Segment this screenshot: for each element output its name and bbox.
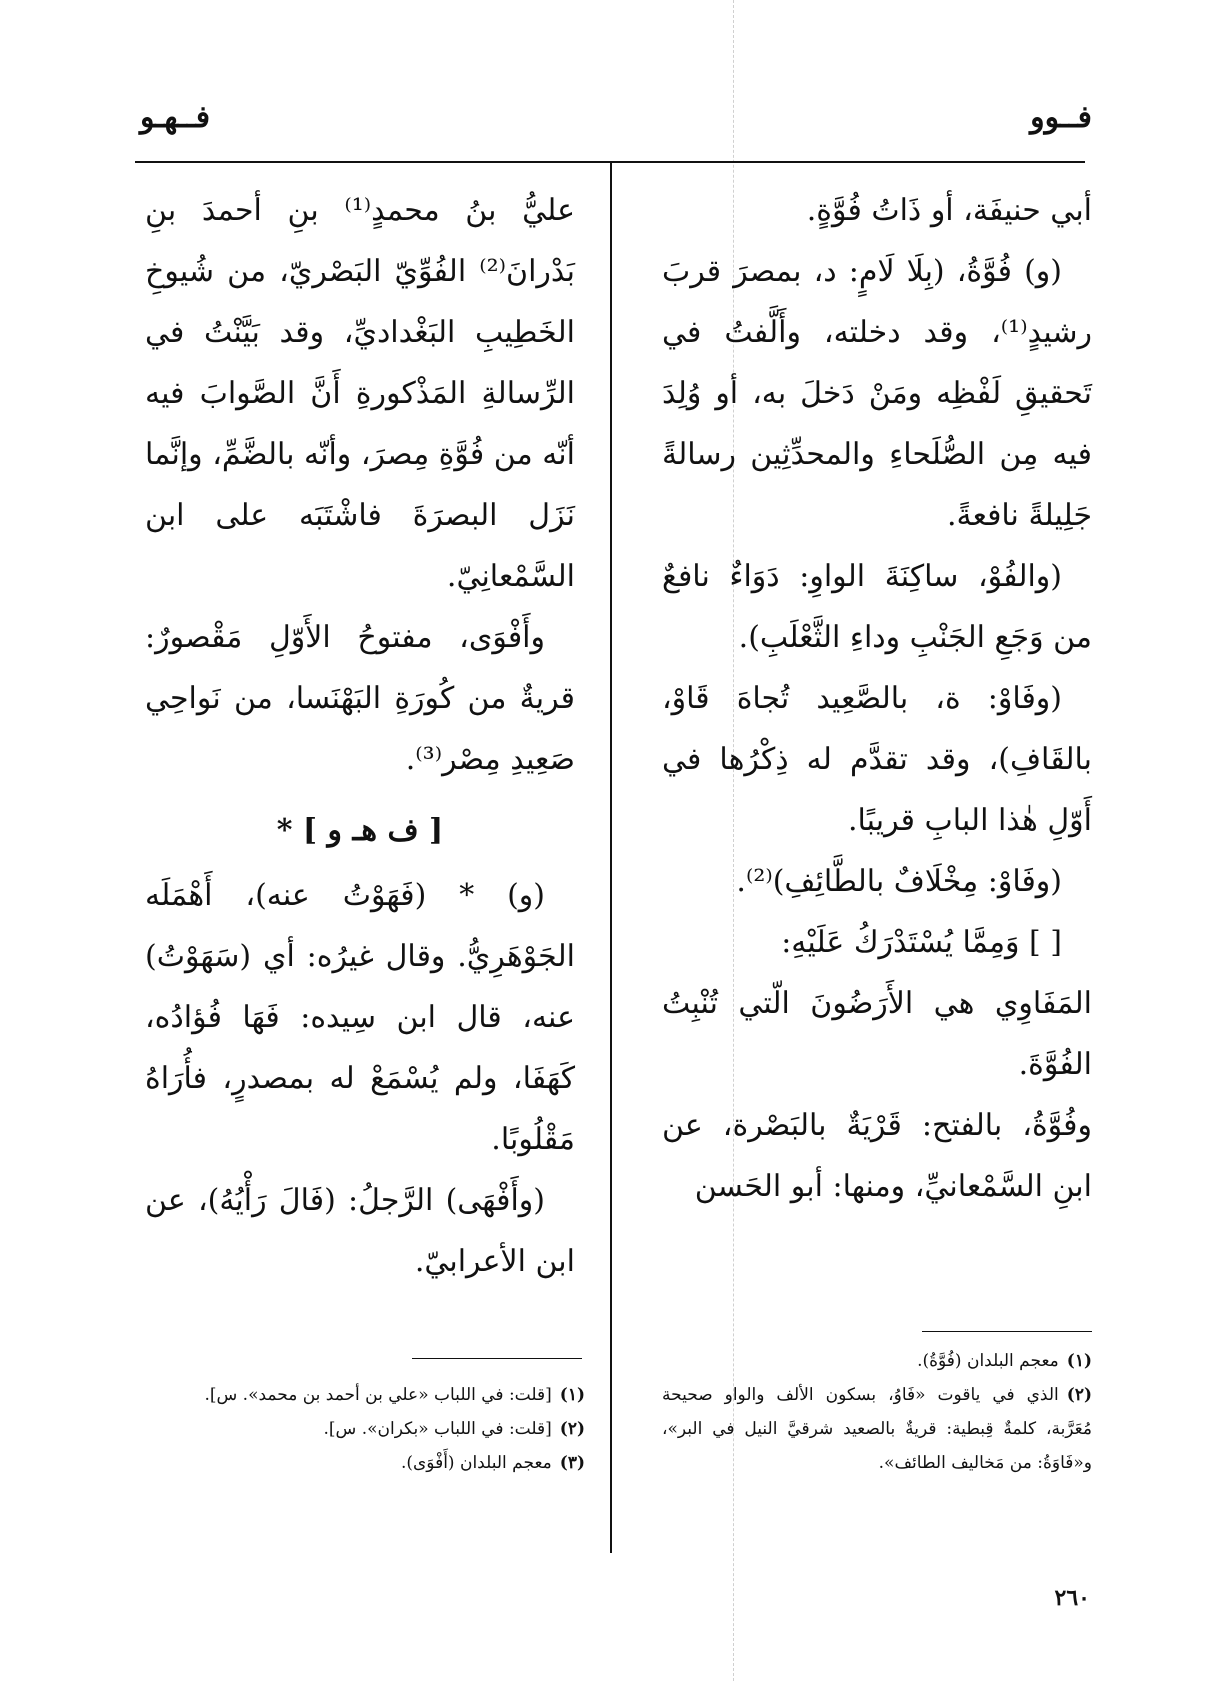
footnote — [145, 1446, 585, 1480]
footnotes-right — [662, 1344, 1092, 1480]
footnote-text: معجم البلدان (فُوَّةُ). — [917, 1351, 1059, 1371]
paragraph: عليُّ بنُ محمدٍ⁽¹⁾ بنِ أحمدَ بنِ بَدْرانَ⁽²⁾ الفُوِّيّ البَصْريّ، من شُيوخِ الخَطِيبِ البَغْداديِّ، وقد بَيَّنْتُ في الرِّسالةِ المَذْكورةِ أَنَّ الصَّوابَ فيه أنّه من فُوَّةِ مِصرَ، وأنّه بالضَّمِّ، وإنَّما نَزَل البصرَةَ فاشْتَبَه على ابن السَّمْعانِيّ. — [145, 193, 575, 594]
paragraph: وأَفْوَى، مفتوحُ الأَوّلِ مَقْصورٌ: قريةٌ من كُورَةِ البَهْنَسا، من نَواحِي صَعِيدِ مِصْر⁽³⁾. — [145, 620, 575, 777]
paragraph: (و) * (فَهَوْتُ عنه)، أَهْمَلَه الجَوْهَرِيُّ. وقال غيرُه: أي (سَهَوْتُ) عنه، قال ابن سِيده: فَهَا فُؤادُه، كَهَفَا، ولم يُسْمَعْ له بمصدرٍ، فأُرَاهُ مَقْلُوبًا. — [145, 878, 575, 1157]
footnote-number: (٣) — [559, 1453, 585, 1473]
footnote-number: (٢) — [1066, 1385, 1092, 1405]
footnote — [145, 1378, 585, 1412]
paragraph: (وأَفْهَى) الرَّجلُ: (فَالَ رَأْيُهُ)، عن ابن الأعرابيّ. — [145, 1183, 575, 1279]
left-column — [145, 180, 575, 1292]
footnote — [662, 1378, 1092, 1480]
paragraph: وفُوَّةُ، بالفتح: قَرْيَةٌ بالبَصْرة، عن ابنِ السَّمْعانيِّ، ومنها: أبو الحَسن — [662, 1108, 1092, 1204]
footnote — [662, 1344, 1092, 1378]
paragraph: أبي حنيفَة، أو ذَاتُ فُوَّةٍ. — [806, 193, 1092, 228]
paragraph: (وفَاوْ: مِخْلَافٌ بالطَّائِفِ)⁽²⁾. — [736, 864, 1062, 899]
addendum-heading: [ ] وَمِمَّا يُسْتَدْرَكُ عَلَيْهِ: — [781, 925, 1062, 960]
page-number: ٢٦٠ — [1054, 1585, 1090, 1611]
footnote-rule-left — [412, 1358, 582, 1359]
right-column — [662, 180, 1092, 1217]
footnotes-left — [145, 1378, 585, 1480]
running-head-left: فــهـو — [140, 100, 211, 135]
paragraph: (والفُوْ، ساكِنَةَ الواوِ: دَوَاءٌ نافعٌ من وَجَعِ الجَنْبِ وداءِ الثَّعْلَبِ). — [662, 559, 1092, 655]
paragraph: (وفَاوْ: ة، بالصَّعِيد تُجاهَ قَاوْ، بالقَافِ)، وقد تقدَّم له ذِكْرُها في أَوّلِ هٰذا البابِ قريبًا. — [662, 681, 1092, 838]
footnote-number: (١) — [559, 1385, 585, 1405]
column-divider — [610, 163, 612, 1553]
footnote-rule-right — [922, 1331, 1092, 1332]
footnote-text: معجم البلدان (أَفْوَى). — [400, 1453, 552, 1473]
paragraph: المَفَاوِي هي الأَرَضُونَ الّتي تُنْبِتُ الفُوَّةَ. — [662, 986, 1092, 1082]
footnote-text: [قلت: في اللباب «بكران». س]. — [323, 1419, 552, 1439]
entry-heading: [ ف هـ و ] * — [276, 813, 444, 848]
footnote-number: (١) — [1066, 1351, 1092, 1371]
footnote-number: (٢) — [559, 1419, 585, 1439]
paragraph: (و) فُوَّةُ، (بِلَا لَامٍ: د، بمصرَ قربَ رشيدٍ⁽¹⁾، وقد دخلته، وأَلَّفتُ في تَحقيقِ لَفْظِه ومَنْ دَخلَ به، أو وُلِدَ فيه مِن الصُّلَحاءِ والمحدِّثِين رسالةً جَلِيلةً نافعةً. — [662, 254, 1092, 533]
footnote-text: الذي في ياقوت «فَاوُ، بسكون الألف والواو صحيحة مُعَرَّبة، كلمةٌ قِبطية: قريةٌ بالصعيد شرقيَّ النيل في البر»، و«فَاوَةُ: من مَخاليف الطائف». — [662, 1385, 1092, 1473]
footnote — [145, 1412, 585, 1446]
running-head-right: فــوو — [1030, 100, 1092, 135]
footnote-text: [قلت: في اللباب «علي بن أحمد بن محمد». س]. — [204, 1385, 552, 1405]
